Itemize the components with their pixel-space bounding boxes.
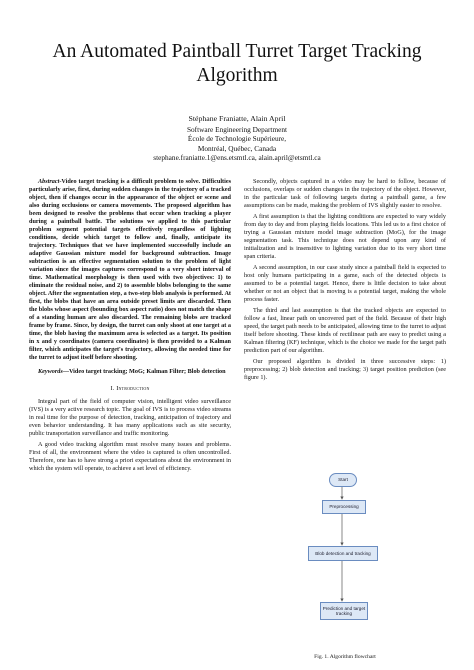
- algorithm-flowchart-figure: [244, 472, 446, 662]
- keywords-text: —Video target tracking; MoG; Kalman Filter; Blob detection: [62, 368, 226, 375]
- keywords: [29, 368, 231, 376]
- right-paragraph-3: A second assumption, in our case study since a paintball field is expected to host only humans participating in a game, each of the detected objects is assumed to be a potential target. Hence, there is little decision to take about whether or not an object that is moving is a potential target, making the whole process faster.: [244, 264, 446, 303]
- right-column: [244, 178, 446, 385]
- section-number: I.: [110, 385, 115, 392]
- author-location: Montréal, Québec, Canada: [197, 143, 277, 153]
- right-paragraph-1: Secondly, objects captured in a video may be hard to follow, because of occlusions, overlaps or sudden changes in the trajectory of the object. However, in the particular task of following targets during a paintball game, a few assumptions can be made, making the problem of IVS slightly easier to resolve.: [244, 178, 446, 209]
- section-title: Introduction: [116, 385, 150, 392]
- author-block: [60, 114, 414, 163]
- paper-title: An Automated Paintball Turret Target Tracking Algorithm: [52, 41, 422, 86]
- flowchart-start: Start: [329, 473, 357, 487]
- author-emails: stephane.franiatte.1@ens.etsmtl.ca, alain.april@etsmtl.ca: [153, 153, 321, 163]
- flowchart-preprocessing: Preprocessing: [322, 500, 366, 514]
- author-names: Stéphane Franiatte, Alain April: [188, 114, 286, 123]
- right-paragraph-2: A first assumption is that the lighting conditions are expected to vary widely from day to day and from playing fields locations. This led us to a first choice of trying a Gaussian mixture model image subtraction (MoG), for the image segmentation task. This technique does not depend upon any kind of initialization and is insensitive to lighting variation due to its very short time span criteria.: [244, 213, 446, 260]
- abstract-label: Abstract: [38, 178, 60, 185]
- left-column: [29, 178, 231, 476]
- figure-caption: Fig. 1. Algorithm flowchart: [314, 654, 376, 660]
- intro-paragraph-2: A good video tracking algorithm must resolve many issues and problems. First of all, the environment where the video is captured is often uncontrolled. Therefore, one has to have strong a priori expectations about the environment in which the system will operate, to achieve a set level of efficiency.: [29, 441, 231, 472]
- flowchart-prediction: Prediction and target tracking: [320, 602, 368, 620]
- flowchart-blob-detection: Blob detection and tracking: [308, 546, 378, 561]
- section-heading: [29, 385, 231, 393]
- author-school: École de Technologie Supérieure,: [187, 134, 287, 144]
- keywords-label: Keywords: [38, 368, 63, 375]
- intro-paragraph-1: Integral part of the field of computer vision, intelligent video surveillance (IVS) is a very active research topic. The goal of IVS is to process video streams in real time for the purpose of detection, tracking, anticipation of trajectory and even behavior understanding. It has many applications such as site security, public transportation surveillance and traffic monitoring.: [29, 398, 231, 437]
- abstract-text: -Video target tracking is a difficult problem to solve. Difficulties particularly arise, first, during sudden changes in the trajectory of a tracked object, then if changes occur in the appearance of the object or scene and also during occlusions or camera movements. The proposed algorithm has been designed to resolve the problems that occur when tracking a player during a paintball battle. The solutions we applied to this particular problem segment potential targets effectively regardless of lighting conditions, decide which target to follow and, finally, anticipate its trajectory. Techniques that we have implemented successfully include an adaptive Gaussian mixture model for background subtraction. Image subtraction is an effective segmentation solution to the problem of light variation since the images captures correspond to a very short interval of time. Mathematical morphology is then used with two objectives: 1) to eliminate the residual noise, and 2) to assemble blobs belonging to the same object. After the segmentation step, a two-step blob analysis is performed. At first, the blobs that have an area outside preset limits are discarded. Then the blobs whose aspect (bounding box aspect ratio) does not match the shape of a standing human are also discarded. The remaining blobs are tracked frame by frame. Since, by design, the turret can only shoot at one target at a time, the blob having the maximum area is selected as a target. Its position in x and y coordinates (camera coordinates) is then provided to a Kalman filter, which anticipates the target's trajectory, allowing the needed time for the turret to adjust itself before shooting.: [29, 178, 231, 361]
- flowchart-arrows: [302, 472, 402, 652]
- author-department: Software Engineering Department: [186, 124, 288, 134]
- right-paragraph-4: The third and last assumption is that the tracked objects are expected to follow a fast, linear path on uncovered part of the field. Because of their high speed, the target path needs to be anticipated, allowing time to the turret to adjust itself before shooting. These kinds of rectilinear path are easy to predict using a Kalman filtering (KF) technique, which is the choice we made for the target path prediction part of our algorithm.: [244, 307, 446, 354]
- abstract: [29, 178, 231, 362]
- right-paragraph-5: Our proposed algorithm is divided in three successive steps: 1) preprocessing; 2) blob detection and tracking; 3) target position prediction (see figure 1).: [244, 358, 446, 381]
